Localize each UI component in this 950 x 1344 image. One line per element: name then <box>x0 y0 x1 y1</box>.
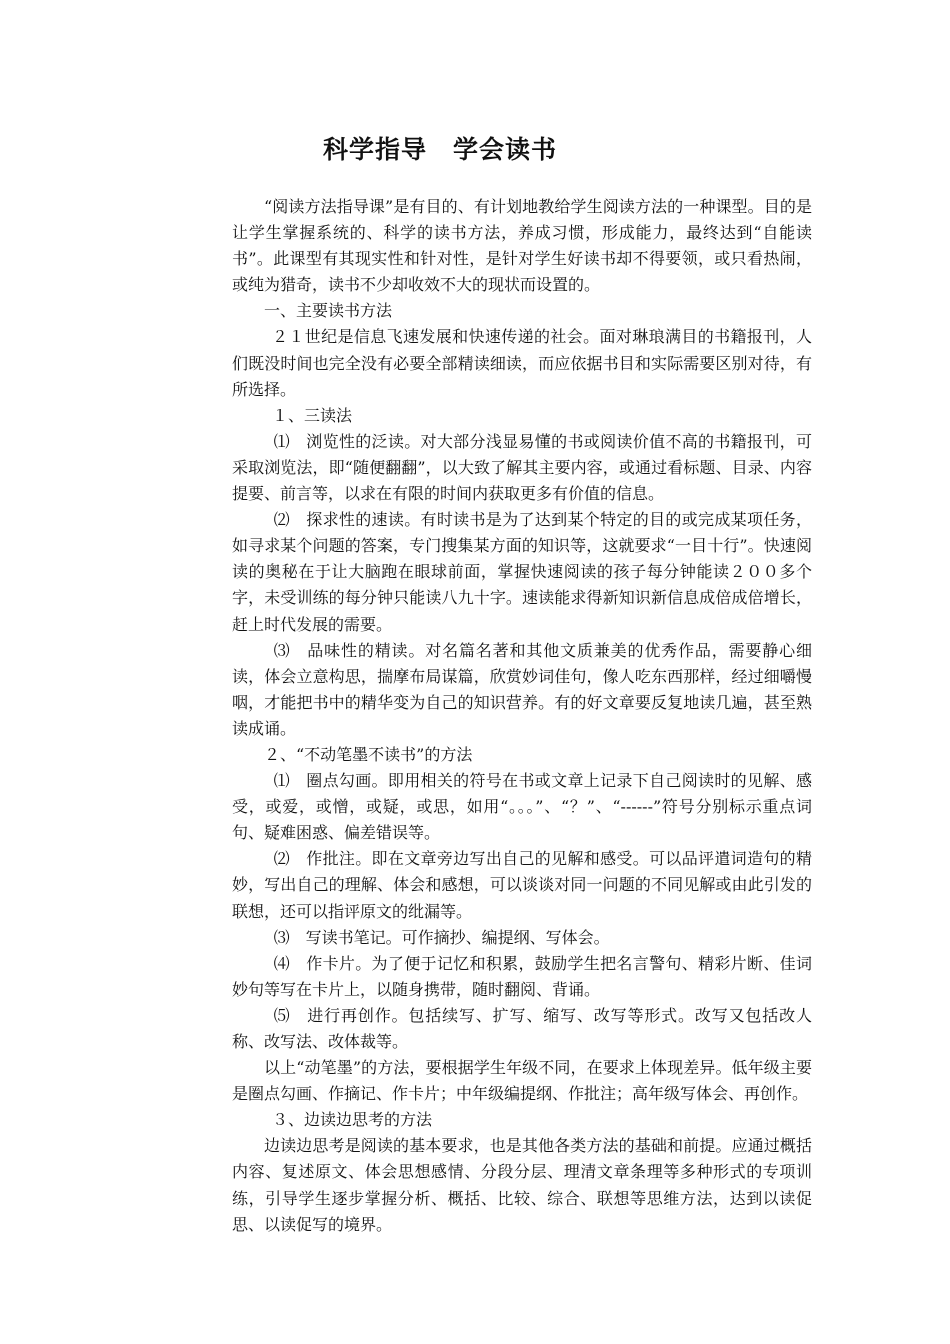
list-item-intensive-reading: ⑶ 品味性的精读。对名篇名著和其他文质兼美的优秀作品，需要静心细读，体会立意构思，揣摩布局谋篇，欣赏妙词佳句，像人吃东西那样，经过细嚼慢咽，才能把书中的精华变为自己的知识营养。有的好文章要反复地读几遍，甚至熟读成诵。 <box>232 640 812 738</box>
intro-paragraph: “阅读方法指导课”是有目的、有计划地教给学生阅读方法的一种课型。目的是让学生掌握系统的、科学的读书方法，养成习惯，形成能力，最终达到“自能读书”。此课型有其现实性和针对性，是针对学生好读书却不得要领，或只看热闹，或纯为猎奇，读书不少却收效不大的现状而设置的。 <box>232 197 812 295</box>
list-item-annotation: ⑵ 作批注。即在文章旁边写出自己的见解和感受。可以品评遣词造句的精妙，写出自己的理解、体会和感想，可以谈谈对同一问题的不同见解或由此引发的联想，还可以指评原文的纰漏等。 <box>232 849 812 921</box>
subheading-pen-and-ink-method: ２、“不动笔墨不读书”的方法 <box>264 744 473 764</box>
paragraph-information-age: ２１世纪是信息飞速发展和快速传递的社会。面对琳琅满目的书籍报刊，人们既没时间也完全没有必要全部精读细读，而应依据书目和实际需要区别对待，有所选择。 <box>232 327 812 399</box>
list-item-cards: ⑷ 作卡片。为了便于记忆和积累，鼓励学生把名言警句、精彩片断、佳词妙句等写在卡片上，以随身携带，随时翻阅、背诵。 <box>232 953 812 999</box>
list-item-recreation: ⑸ 进行再创作。包括续写、扩写、缩写、改写等形式。改写又包括改人称、改写法、改体裁等。 <box>232 1005 812 1051</box>
section-heading-reading-methods: 一、主要读书方法 <box>264 301 393 321</box>
list-item-speed-reading: ⑵ 探求性的速读。有时读书是为了达到某个特定的目的或完成某项任务，如寻求某个问题的答案，专门搜集某方面的知识等，这就要求“一目十行”。快速阅读的奥秘在于让大脑跑在眼球前面，掌握快速阅读的孩子每分钟能读２００多个字，未受训练的每分钟只能读八九十字。速读能求得新知识新信息成倍成倍增长，赶上时代发展的需要。 <box>232 510 812 634</box>
list-item-reading-notes: ⑶ 写读书笔记。可作摘抄、编提纲、写体会。 <box>273 927 610 947</box>
subheading-three-reading-methods: １、三读法 <box>272 405 353 425</box>
list-item-marking: ⑴ 圈点勾画。即用相关的符号在书或文章上记录下自己阅读时的见解、感受，或爱，或憎，或疑，或思，如用“。。。”、“？”、“------”符号分别标示重点词句、疑难困惑、偏差错误等。 <box>232 771 812 843</box>
document-body <box>232 194 812 1238</box>
page-title: 科学指导 学会读书 <box>322 135 557 164</box>
paragraph-think-while-reading: 边读边思考是阅读的基本要求，也是其他各类方法的基础和前提。应通过概括内容、复述原文、体会思想感情、分段分层、理清文章条理等多种形式的专项训练，引导学生逐步掌握分析、概括、比较、综合、联想等思维方法，达到以读促思、以读促写的境界。 <box>232 1136 812 1234</box>
paragraph-grade-differences: 以上“动笔墨”的方法，要根据学生年级不同，在要求上体现差异。低年级主要是圈点勾画、作摘记、作卡片；中年级编提纲、作批注；高年级写体会、再创作。 <box>232 1058 812 1104</box>
subheading-think-while-reading: ３、边读边思考的方法 <box>272 1110 433 1130</box>
list-item-skim-reading: ⑴ 浏览性的泛读。对大部分浅显易懂的书或阅读价值不高的书籍报刊，可采取浏览法，即“随便翻翻”，以大致了解其主要内容，或通过看标题、目录、内容提要、前言等，以求在有限的时间内获取更多有价值的信息。 <box>232 431 812 504</box>
